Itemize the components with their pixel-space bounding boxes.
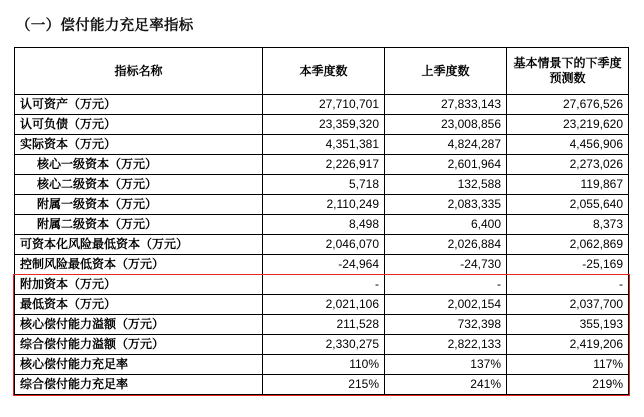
table-row	[15, 255, 629, 275]
cell-previous-quarter: 6,400	[385, 215, 507, 235]
row-label: 核心一级资本（万元）	[15, 155, 263, 175]
table-row	[15, 335, 629, 355]
cell-forecast: 2,419,206	[507, 335, 629, 355]
cell-previous-quarter: 2,002,154	[385, 295, 507, 315]
table-row	[15, 135, 629, 155]
table-row	[15, 195, 629, 215]
cell-forecast: 219%	[507, 375, 629, 395]
column-header-forecast: 基本情景下的下季度预测数	[507, 48, 629, 95]
cell-previous-quarter: 2,083,335	[385, 195, 507, 215]
row-label: 核心二级资本（万元）	[15, 175, 263, 195]
row-label: 综合偿付能力充足率	[15, 375, 263, 395]
row-label: 最低资本（万元）	[15, 295, 263, 315]
cell-previous-quarter: -	[385, 275, 507, 295]
cell-forecast: 119,867	[507, 175, 629, 195]
column-header-current-quarter: 本季度数	[263, 48, 385, 95]
cell-current-quarter: 211,528	[263, 315, 385, 335]
cell-current-quarter: 8,498	[263, 215, 385, 235]
cell-previous-quarter: 2,601,964	[385, 155, 507, 175]
cell-forecast: 117%	[507, 355, 629, 375]
cell-previous-quarter: 23,008,856	[385, 115, 507, 135]
cell-previous-quarter: 132,588	[385, 175, 507, 195]
row-label: 附加资本（万元）	[15, 275, 263, 295]
table-header	[15, 48, 629, 95]
cell-previous-quarter: 137%	[385, 355, 507, 375]
table-row	[15, 235, 629, 255]
cell-previous-quarter: 2,822,133	[385, 335, 507, 355]
cell-forecast: 2,273,026	[507, 155, 629, 175]
cell-current-quarter: -24,964	[263, 255, 385, 275]
cell-current-quarter: 110%	[263, 355, 385, 375]
cell-current-quarter: 5,718	[263, 175, 385, 195]
column-header-name: 指标名称	[15, 48, 263, 95]
row-label: 核心偿付能力溢额（万元）	[15, 315, 263, 335]
table-row	[15, 155, 629, 175]
solvency-table-wrapper	[14, 47, 630, 395]
table-row	[15, 375, 629, 395]
solvency-indicators-table	[14, 47, 629, 395]
table-row	[15, 275, 629, 295]
cell-forecast: 27,676,526	[507, 95, 629, 115]
cell-current-quarter: 2,110,249	[263, 195, 385, 215]
cell-previous-quarter: -24,730	[385, 255, 507, 275]
cell-current-quarter: 2,046,070	[263, 235, 385, 255]
cell-forecast: 4,456,906	[507, 135, 629, 155]
cell-forecast: 2,062,869	[507, 235, 629, 255]
table-row	[15, 355, 629, 375]
cell-forecast: 2,037,700	[507, 295, 629, 315]
cell-current-quarter: -	[263, 275, 385, 295]
cell-current-quarter: 2,330,275	[263, 335, 385, 355]
row-label: 综合偿付能力溢额（万元）	[15, 335, 263, 355]
cell-current-quarter: 215%	[263, 375, 385, 395]
row-label: 附属二级资本（万元）	[15, 215, 263, 235]
cell-previous-quarter: 2,026,884	[385, 235, 507, 255]
row-label: 核心偿付能力充足率	[15, 355, 263, 375]
row-label: 实际资本（万元）	[15, 135, 263, 155]
cell-current-quarter: 23,359,320	[263, 115, 385, 135]
table-row	[15, 115, 629, 135]
cell-forecast: 355,193	[507, 315, 629, 335]
cell-current-quarter: 27,710,701	[263, 95, 385, 115]
cell-current-quarter: 2,021,106	[263, 295, 385, 315]
table-row	[15, 295, 629, 315]
cell-forecast: 23,219,620	[507, 115, 629, 135]
cell-forecast: 2,055,640	[507, 195, 629, 215]
cell-previous-quarter: 27,833,143	[385, 95, 507, 115]
cell-forecast: -25,169	[507, 255, 629, 275]
cell-forecast: -	[507, 275, 629, 295]
cell-forecast: 8,373	[507, 215, 629, 235]
cell-current-quarter: 2,226,917	[263, 155, 385, 175]
row-label: 附属一级资本（万元）	[15, 195, 263, 215]
table-row	[15, 315, 629, 335]
cell-previous-quarter: 732,398	[385, 315, 507, 335]
page-title: （一）偿付能力充足率指标	[16, 18, 194, 34]
table-body	[15, 95, 629, 395]
row-label: 认可资产（万元）	[15, 95, 263, 115]
row-label: 认可负债（万元）	[15, 115, 263, 135]
table-row	[15, 95, 629, 115]
table-row	[15, 215, 629, 235]
cell-current-quarter: 4,351,381	[263, 135, 385, 155]
cell-previous-quarter: 4,824,287	[385, 135, 507, 155]
row-label: 可资本化风险最低资本（万元）	[15, 235, 263, 255]
row-label: 控制风险最低资本（万元）	[15, 255, 263, 275]
table-row	[15, 175, 629, 195]
column-header-previous-quarter: 上季度数	[385, 48, 507, 95]
cell-previous-quarter: 241%	[385, 375, 507, 395]
